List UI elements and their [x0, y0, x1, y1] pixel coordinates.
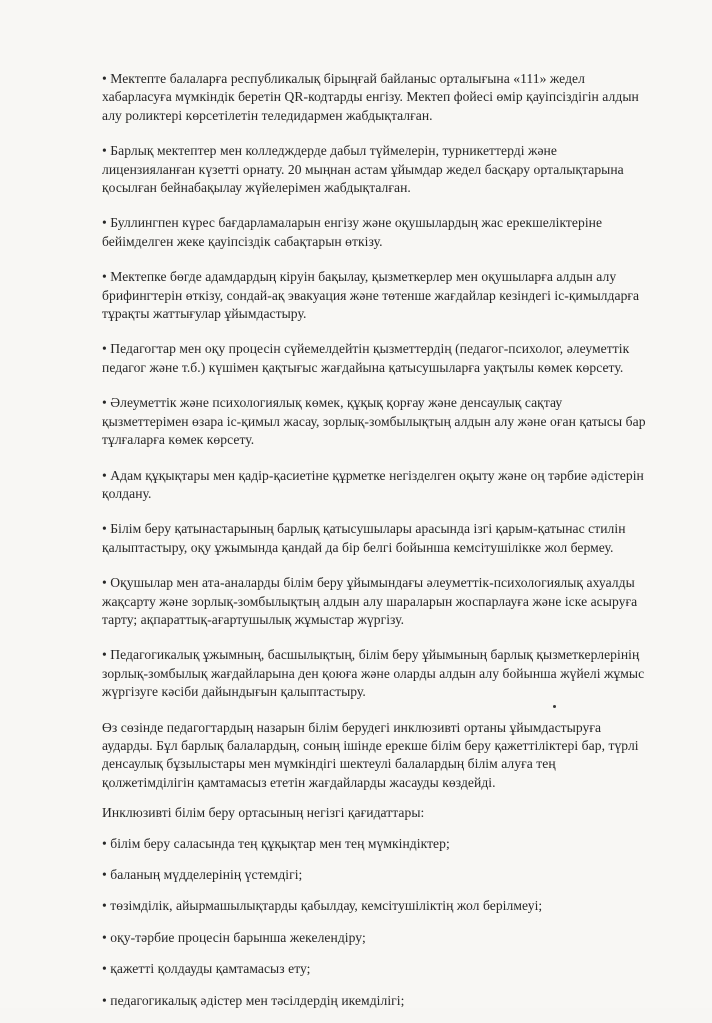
bullet-paragraph: • Адам құқықтары мен қадір-қасиетіне құрметке негізделген оқыту және оң тәрбие әдістерін қолдану.: [102, 467, 644, 501]
principle-item: • қажетті қолдауды қамтамасыз ету;: [102, 961, 311, 977]
principle-item: • төзімділік, айырмашылықтарды қабылдау, кемсітушіліктің жол берілмеуі;: [102, 898, 543, 914]
principle-item: • білім беру саласында тең құқықтар мен тең мүмкіндіктер;: [102, 835, 450, 851]
bullet-paragraph: • Буллингпен күрес бағдарламаларын енгізу және оқушылардың жас ерекшеліктеріне бейімделген жеке қауіпсіздік сабақтарын өткізу.: [102, 215, 603, 249]
scan-speck: [553, 705, 556, 708]
principles-heading: Инклюзивті білім беру ортасының негізгі қағидаттары:: [102, 805, 425, 821]
bullet-paragraph: • Білім беру қатынастарының барлық қатысушылары арасында ізгі қарым-қатынас стилін қалыптастыру, оқу ұжымында қандай да бір белгі бойынша кемсітушілікке жол бермеу.: [102, 521, 626, 555]
bullet-paragraph: • Педагогикалық ұжымның, басшылықтың, білім беру ұйымының барлық қызметкерлерінің зорлық-зомбылық жағдайларына ден қоюға және оларды алдын алу бойынша жүйелі жұмыс жүргізуге кәсіби дайындығын қалыптастыру.: [102, 647, 645, 700]
principle-item: • баланың мүдделерінің үстемдігі;: [102, 867, 303, 882]
bullet-paragraph: • Әлеуметтік және психологиялық көмек, құқық қорғау және денсаулық сақтау қызметтерімен өзара іс-қимыл жасау, зорлық-зомбылықтың алдын алу және оған қатысы бар тұлғаларға көмек көрсету.: [102, 395, 646, 448]
bullet-paragraph: • Мектепке бөгде адамдардың кіруін бақылау, қызметкерлер мен оқушыларға алдын алу брифингтерін өткізу, сондай-ақ эвакуация және төтенше жағдайлар кезіндегі іс-қимылдарға тұрақты жаттығулар ұйымдастыру.: [102, 269, 640, 322]
bullet-paragraph: • Педагогтар мен оқу процесін сүйемелдейтін қызметтердің (педагог-психолог, әлеуметтік педагог және т.б.) күшімен қақтығыс жағдайына қатысушыларға уақтылы көмек көрсету.: [102, 341, 630, 375]
principle-item: • оқу-тәрбие процесін барынша жекелендіру;: [102, 929, 366, 945]
principle-item: • педагогикалық әдістер мен тәсілдердің икемділігі;: [102, 992, 405, 1008]
bullet-paragraph: • Мектепте балаларға республикалық бірыңғай байланыс орталығына «111» жедел хабарласуға мүмкіндік беретін QR-кодтарды енгізу. Мектеп фойесі өмір қауіпсіздігін алдын алу роликтері көрсетілетін теледидармен жабдықталған.: [102, 71, 639, 123]
bullet-paragraph: • Барлық мектептер мен колледждерде дабыл түймелерін, турникеттерді және лицензияланған күзетті орнату. 20 мыңнан астам ұйымдар жедел басқару орталықтарына қосылған бейнабақылау жүйелерімен жабдықталған.: [102, 143, 624, 196]
body-paragraph: Өз сөзінде педагогтардың назарын білім берудегі инклюзивті ортаны ұйымдастыруға аударды. Бұл барлық балалардың, соның ішінде ерекше білім беру қажеттіліктері бар, түрлі денсаулық бұзылыстары мен мүмкіндігі шектеулі балалардың білім алуға тең қолжетімділігін қамтамасыз ететін жағдайларды жасауды көздейді.: [102, 719, 639, 790]
bullet-paragraph: • Оқушылар мен ата-аналарды білім беру ұйымындағы әлеуметтік-психологиялық ахуалды жақсарту және зорлық-зомбылықтың алдын алу шараларын жоспарлауға және іске асыруға тарту; ақпараттық-ағартушылық жұмыстар жүргізу.: [102, 575, 638, 627]
document-body: [102, 70, 650, 1023]
